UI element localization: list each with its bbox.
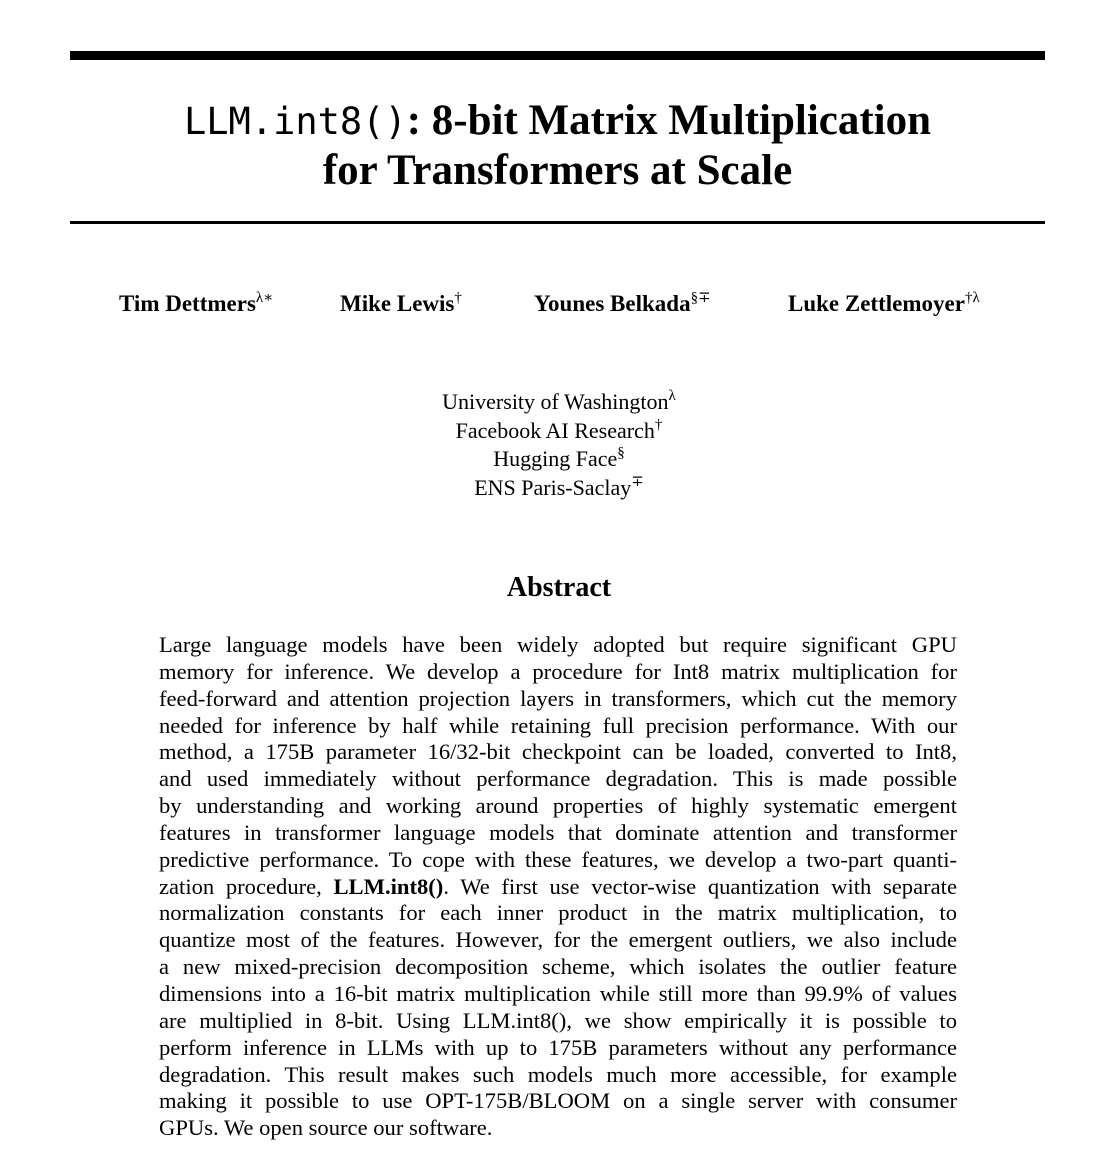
author-name: Tim Dettmers bbox=[119, 291, 256, 316]
author-name: Younes Belkada bbox=[534, 291, 691, 316]
abstract-line: predictive performance. To cope with these features, we develop a two-part quanti- bbox=[159, 846, 957, 872]
top-rule bbox=[70, 51, 1045, 60]
author-marks: † bbox=[454, 290, 462, 306]
author-marks: †λ bbox=[964, 290, 980, 306]
author-1 bbox=[119, 288, 273, 320]
title-rest-part: : 8-bit Matrix Multiplication bbox=[406, 97, 932, 144]
abstract-line: a new mixed-precision decomposition scheme, which isolates the outlier feature bbox=[159, 954, 957, 980]
affiliation-name: Facebook AI Research bbox=[455, 417, 655, 443]
abstract-line: needed for inference by half while retaining full precision performance. With our bbox=[159, 712, 957, 738]
affiliation bbox=[0, 388, 1118, 417]
abstract-line: are multiplied in 8-bit. Using LLM.int8(), we show empirically it is possible to bbox=[159, 1007, 957, 1033]
abstract-line-with-method-name bbox=[159, 874, 957, 901]
abstract-line: features in transformer language models that dominate attention and transformer bbox=[159, 819, 957, 845]
paper-title bbox=[70, 96, 1045, 195]
author-marks: §∓ bbox=[690, 290, 711, 306]
author-marks: λ∗ bbox=[255, 290, 274, 306]
bottom-rule bbox=[70, 221, 1045, 224]
abstract-line: dimensions into a 16-bit matrix multiplication while still more than 99.9% of values bbox=[159, 980, 957, 1006]
affiliation bbox=[0, 417, 1118, 446]
abstract-heading: Abstract bbox=[506, 572, 612, 603]
title-line-1 bbox=[70, 96, 1045, 146]
abstract-line: and used immediately without performance degradation. This is made possible bbox=[159, 766, 957, 792]
affiliation-mark: ∓ bbox=[631, 473, 644, 490]
affiliation-mark: λ bbox=[668, 388, 676, 404]
abstract-line: perform inference in LLMs with up to 175B parameters without any performance bbox=[159, 1034, 957, 1060]
abstract-line: by understanding and working around properties of highly systematic emergent bbox=[159, 793, 957, 819]
abstract-line: making it possible to use OPT-175B/BLOOM on a single server with consumer bbox=[159, 1088, 957, 1114]
abstract-line: memory for inference. We develop a procedure for Int8 matrix multiplication for bbox=[159, 658, 957, 684]
author-4 bbox=[788, 288, 980, 320]
abstract-text: . We first use vector-wise quantization with separate bbox=[443, 873, 957, 899]
affiliation-name: ENS Paris-Saclay bbox=[474, 474, 632, 500]
affiliation-name: Hugging Face bbox=[493, 446, 618, 471]
abstract-line: feed-forward and attention projection layers in transformers, which cut the memory bbox=[159, 685, 957, 711]
abstract-body bbox=[159, 632, 957, 1142]
title-mono-part: LLM.int8() bbox=[183, 100, 407, 143]
title-line-2: for Transformers at Scale bbox=[322, 147, 793, 194]
affiliation bbox=[0, 445, 1118, 474]
author-name: Mike Lewis bbox=[340, 291, 455, 316]
affiliation bbox=[0, 474, 1118, 503]
author-name: Luke Zettlemoyer bbox=[788, 291, 965, 316]
abstract-line: Large language models have been widely adopted but require significant GPU bbox=[159, 632, 957, 657]
affiliation-list bbox=[0, 388, 1118, 502]
abstract-text: zation procedure, bbox=[159, 873, 334, 899]
method-name: LLM.int8() bbox=[333, 873, 444, 899]
affiliation-mark: § bbox=[617, 445, 625, 461]
author-3 bbox=[534, 288, 711, 320]
abstract-line: method, a 175B parameter 16/32-bit checkpoint can be loaded, converted to Int8, bbox=[159, 739, 957, 765]
abstract-line: quantize most of the features. However, for the emergent outliers, we also include bbox=[159, 927, 957, 953]
abstract-line: degradation. This result makes such models much more accessible, for example bbox=[159, 1061, 957, 1087]
affiliation-name: University of Washington bbox=[442, 389, 669, 414]
abstract-line: GPUs. We open source our software. bbox=[159, 1115, 493, 1141]
abstract-line: normalization constants for each inner product in the matrix multiplication, to bbox=[159, 900, 957, 926]
affiliation-mark: † bbox=[654, 416, 663, 433]
author-2 bbox=[340, 288, 462, 320]
